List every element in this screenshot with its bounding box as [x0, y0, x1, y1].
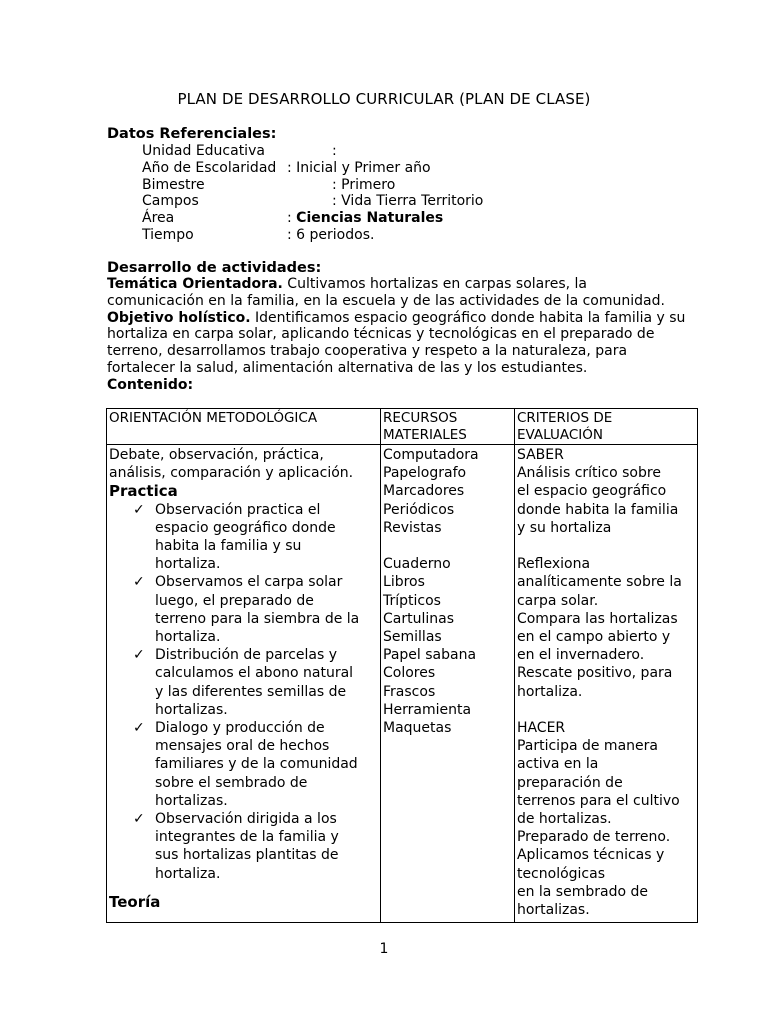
- checkmark-icon: ✓: [133, 647, 145, 664]
- recurso-item: Frascos: [383, 683, 436, 700]
- ref-value: [287, 210, 443, 227]
- criterio-line: hortaliza.: [516, 683, 583, 700]
- practica-item-line: hortaliza.: [155, 629, 221, 646]
- criterio-line: Participa de manera: [516, 738, 658, 755]
- criterio-line: en la sembrado de: [516, 883, 648, 900]
- practica-item-line: hortaliza.: [155, 556, 221, 573]
- criterio-line: Reflexiona: [516, 556, 591, 573]
- document-title: PLAN DE DESARROLLO CURRICULAR (PLAN DE CLASE): [177, 90, 591, 108]
- recurso-item: Periódicos: [383, 501, 455, 518]
- practica-item-line: hortalizas.: [155, 792, 228, 809]
- practica-item-line: sus hortalizas plantitas de: [155, 847, 339, 864]
- criterio-line: carpa solar.: [516, 592, 599, 609]
- criterio-line: SABER: [516, 447, 564, 463]
- ref-label: Campos: [142, 193, 199, 210]
- criterio-line: activa en la: [516, 756, 599, 773]
- recurso-item: Semillas: [383, 629, 442, 646]
- page-number: 1: [379, 941, 389, 957]
- datos-referenciales-list: [142, 143, 562, 244]
- criterio-line: tecnológicas: [516, 865, 605, 882]
- ref-value: :: [332, 143, 337, 159]
- ref-label: Unidad Educativa: [142, 143, 265, 159]
- checkmark-icon: ✓: [133, 574, 145, 591]
- header-recursos-line: RECURSOS: [383, 410, 458, 426]
- ref-row-bimestre: [142, 177, 562, 194]
- orientacion-cell: [107, 445, 381, 923]
- practica-checklist: [109, 501, 378, 883]
- ref-label: Tiempo: [142, 226, 194, 243]
- criterio-line: Preparado de terreno.: [516, 829, 671, 846]
- ref-value: : 6 periodos.: [287, 226, 375, 243]
- ref-row-tiempo: [142, 227, 562, 244]
- criterio-line: Compara las hortalizas: [516, 610, 678, 627]
- practica-item-line: calculamos el abono natural: [155, 665, 354, 682]
- objetivo-text: terreno, desarrollamos trabajo cooperativa y respeto a la naturaleza, para: [107, 343, 628, 360]
- datos-referenciales-heading: Datos Referenciales:: [107, 126, 277, 142]
- recurso-item: Cartulinas: [383, 610, 455, 627]
- header-criterios-line: CRITERIOS DE: [516, 410, 613, 426]
- criterio-line: Análisis crítico sobre: [516, 465, 661, 482]
- practica-check-item: [133, 501, 378, 574]
- criterio-line: terrenos para el cultivo: [516, 792, 680, 809]
- recurso-item: Colores: [383, 665, 436, 682]
- recurso-item: Maquetas: [383, 720, 452, 737]
- checkmark-icon: ✓: [133, 720, 145, 737]
- table-body-row: [107, 445, 698, 923]
- criterio-line: donde habita la familia: [516, 501, 679, 518]
- ref-row-campos: [142, 193, 562, 210]
- tematica-paragraph: [107, 276, 687, 394]
- objetivo-text: hortaliza en carpa solar, aplicando técnicas y tecnológicas en el preparado de: [107, 326, 655, 343]
- recurso-item: Marcadores: [383, 483, 465, 500]
- header-orientacion: ORIENTACIÓN METODOLÓGICA: [107, 409, 381, 445]
- recurso-item: Papelografo: [383, 465, 467, 482]
- criterio-line: en el invernadero.: [516, 647, 645, 664]
- criterio-line: preparación de: [516, 774, 623, 791]
- tematica-text: Cultivamos hortalizas en carpas solares, la: [282, 276, 587, 292]
- practica-item-line: espacio geográfico donde: [155, 519, 336, 536]
- criterio-line: Rescate positivo, para: [516, 665, 673, 682]
- ref-value: : Vida Tierra Territorio: [332, 193, 484, 210]
- practica-check-item: [133, 573, 378, 646]
- checkmark-icon: ✓: [133, 501, 145, 518]
- orientacion-intro: Debate, observación, práctica,: [109, 447, 324, 463]
- practica-item-line: familiares y de la comunidad: [155, 756, 358, 773]
- spacer: [383, 537, 512, 555]
- practica-item-line: Distribución de parcelas y: [155, 647, 338, 664]
- criterio-line: hortalizas.: [516, 902, 590, 919]
- contenido-label: Contenido:: [107, 376, 194, 393]
- practica-item-line: integrantes de la familia y: [155, 829, 339, 846]
- practica-check-item: [133, 646, 378, 719]
- practica-item-line: sobre el sembrado de: [155, 774, 308, 791]
- practica-item-line: Observación practica el: [155, 501, 321, 518]
- checkmark-icon: ✓: [133, 811, 145, 828]
- header-recursos-line: MATERIALES: [383, 426, 467, 443]
- ref-label: Bimestre: [142, 176, 205, 193]
- criterio-line: HACER: [516, 720, 566, 737]
- tematica-text: comunicación en la familia, en la escuela y de las actividades de la comunidad.: [107, 292, 665, 309]
- teoria-label: Teoría: [109, 892, 161, 911]
- ref-row-unidad: [142, 143, 562, 160]
- practica-item-line: Dialogo y producción de: [155, 720, 325, 737]
- recurso-item: Trípticos: [383, 592, 441, 609]
- tematica-label: Temática Orientadora.: [107, 276, 283, 292]
- criterio-line: Aplicamos técnicas y: [516, 847, 665, 864]
- recurso-item: Computadora: [383, 447, 479, 463]
- criterios-cell: [514, 445, 697, 923]
- criterio-line: y su hortaliza: [516, 519, 612, 536]
- objetivo-text: fortalecer la salud, alimentación alternativa de las y los estudiantes.: [107, 359, 588, 376]
- recursos-list-2: [383, 555, 512, 737]
- ref-value-bold: Ciencias Naturales: [296, 210, 444, 227]
- criterio-line: el espacio geográfico: [516, 483, 667, 500]
- header-criterios-line: EVALUACIÓN: [516, 426, 603, 443]
- recurso-item: Herramienta: [383, 701, 472, 718]
- recursos-cell: [381, 445, 515, 923]
- ref-value: : Primero: [332, 176, 396, 193]
- plan-table: [106, 408, 698, 923]
- header-recursos: [381, 409, 515, 445]
- practica-item-line: habita la familia y su: [155, 538, 302, 555]
- criterio-line: analíticamente sobre la: [516, 574, 682, 591]
- practica-check-item: [133, 810, 378, 883]
- recurso-item: Revistas: [383, 519, 442, 536]
- desarrollo-heading: Desarrollo de actividades:: [107, 260, 322, 276]
- ref-row-area: [142, 210, 562, 227]
- practica-check-item: [133, 719, 378, 810]
- ref-row-ano: [142, 160, 562, 177]
- criterios-saber: [517, 446, 695, 537]
- ref-label: Área: [142, 210, 175, 227]
- recurso-item: Papel sabana: [383, 647, 477, 664]
- objetivo-label: Objetivo holístico.: [107, 309, 251, 326]
- header-criterios: [514, 409, 697, 445]
- practica-item-line: hortaliza.: [155, 865, 221, 882]
- practica-item-line: Observación dirigida a los: [155, 811, 337, 828]
- recursos-list-1: [383, 446, 512, 537]
- spacer: [517, 537, 695, 555]
- spacer: [517, 701, 695, 719]
- ref-value: : Inicial y Primer año: [287, 159, 431, 176]
- practica-item-line: y las diferentes semillas de: [155, 683, 347, 700]
- practica-item-line: hortalizas.: [155, 701, 228, 718]
- practica-item-line: mensajes oral de hechos: [155, 738, 330, 755]
- practica-item-line: Observamos el carpa solar: [155, 574, 343, 591]
- criterios-hacer: [517, 719, 695, 919]
- recurso-item: Libros: [383, 574, 425, 591]
- ref-value-prefix: :: [287, 210, 297, 227]
- criterios-saber-2: [517, 555, 695, 701]
- table-header-row: [107, 409, 698, 445]
- practica-label: Practica: [109, 482, 178, 501]
- recurso-item: Cuaderno: [383, 556, 451, 573]
- ref-label: Año de Escolaridad: [142, 159, 277, 176]
- orientacion-intro: análisis, comparación y aplicación.: [109, 465, 354, 482]
- criterio-line: de hortalizas.: [516, 811, 612, 828]
- practica-item-line: luego, el preparado de: [155, 592, 314, 609]
- practica-item-line: terreno para la siembra de la: [155, 610, 360, 627]
- criterio-line: en el campo abierto y: [516, 629, 671, 646]
- objetivo-text: Identificamos espacio geográfico donde habita la familia y su: [250, 309, 686, 326]
